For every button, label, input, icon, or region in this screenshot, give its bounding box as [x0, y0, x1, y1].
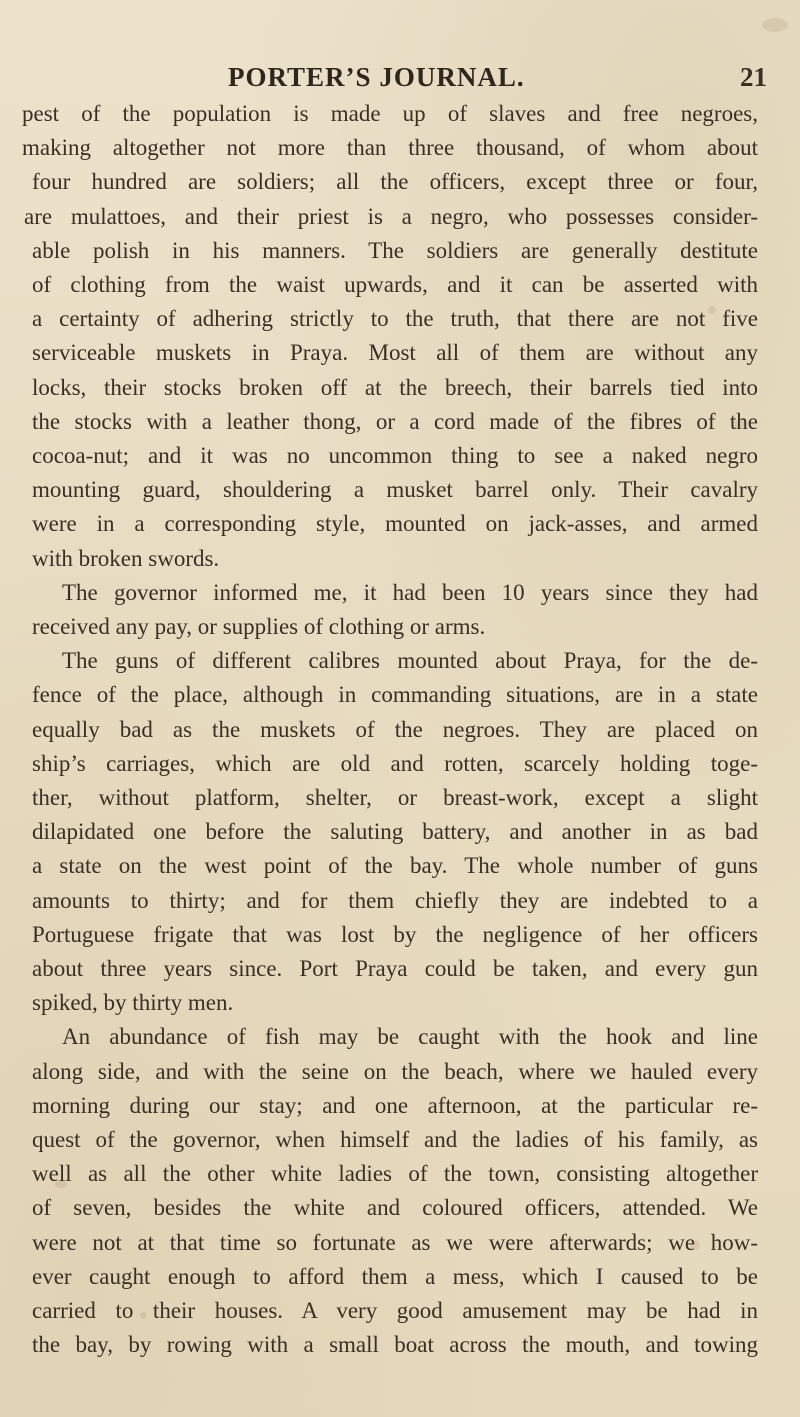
- running-title: PORTER’S JOURNAL.: [228, 62, 525, 92]
- page-header: [0, 62, 800, 96]
- text-line: received any pay, or supplies of clothing or arms.: [32, 614, 486, 639]
- text-line: the bay, by rowing with a small boat across the mouth, and towing: [32, 1332, 758, 1358]
- text-line: are mulattoes, and their priest is a negro, who possesses consider-: [24, 203, 758, 229]
- text-line: amounts to thirty; and for them chiefly they are indebted to a: [32, 887, 758, 913]
- text-line: well as all the other white ladies of the town, consisting altogether: [32, 1161, 758, 1187]
- text-line: were in a corresponding style, mounted on jack-asses, and armed: [32, 511, 758, 537]
- text-line: four hundred are soldiers; all the officers, except three or four,: [32, 169, 758, 195]
- text-line: ther, without platform, shelter, or breast-work, except a slight: [32, 785, 758, 810]
- text-line: The guns of different calibres mounted about Praya, for the de-: [62, 648, 758, 674]
- text-line: locks, their stocks broken off at the breech, their barrels tied into: [32, 374, 758, 400]
- text-line: The governor informed me, it had been 10 years since they had: [62, 579, 758, 605]
- page-number: 21: [740, 62, 767, 92]
- text-line: of seven, besides the white and coloured officers, attended. We: [32, 1195, 758, 1221]
- text-line: Portuguese frigate that was lost by the negligence of her officers: [32, 921, 758, 947]
- text-line: ship’s carriages, which are old and rotten, scarcely holding toge-: [32, 750, 758, 776]
- text-line: with broken swords.: [32, 545, 220, 571]
- text-line: serviceable muskets in Praya. Most all of them are without any: [32, 340, 758, 366]
- text-line: carried to their houses. A very good amusement may be had in: [32, 1298, 758, 1323]
- text-line: dilapidated one before the saluting battery, and another in as bad: [32, 819, 758, 845]
- text-line: ever caught enough to afford them a mess, which I caused to be: [32, 1263, 758, 1289]
- text-line: able polish in his manners. The soldiers are generally destitute: [32, 237, 758, 263]
- text-line: An abundance of fish may be caught with the hook and line: [62, 1024, 758, 1050]
- text-line: were not at that time so fortunate as we were afterwards; we how-: [32, 1229, 758, 1255]
- text-line: cocoa-nut; and it was no uncommon thing to see a naked negro: [32, 443, 758, 468]
- text-line: making altogether not more than three thousand, of whom about: [22, 135, 758, 161]
- text-line: a state on the west point of the bay. The whole number of guns: [32, 853, 758, 879]
- text-line: spiked, by thirty men.: [32, 990, 234, 1016]
- text-line: fence of the place, although in commanding situations, are in a state: [32, 682, 758, 708]
- text-line: mounting guard, shouldering a musket barrel only. Their cavalry: [32, 477, 758, 503]
- text-line: pest of the population is made up of slaves and free negroes,: [22, 101, 758, 126]
- text-line: of clothing from the waist upwards, and it can be asserted with: [32, 272, 758, 297]
- text-line: quest of the governor, when himself and the ladies of his family, as: [32, 1127, 758, 1152]
- text-line: about three years since. Port Praya could be taken, and every gun: [32, 956, 758, 981]
- foxing-spot: [762, 18, 788, 32]
- text-line: equally bad as the muskets of the negroes. They are placed on: [32, 716, 758, 742]
- text-line: the stocks with a leather thong, or a cord made of the fibres of the: [32, 408, 758, 434]
- text-line: along side, and with the seine on the beach, where we hauled every: [32, 1058, 758, 1084]
- text-line: a certainty of adhering strictly to the truth, that there are not five: [32, 306, 758, 332]
- text-line: morning during our stay; and one afternoon, at the particular re-: [32, 1092, 758, 1118]
